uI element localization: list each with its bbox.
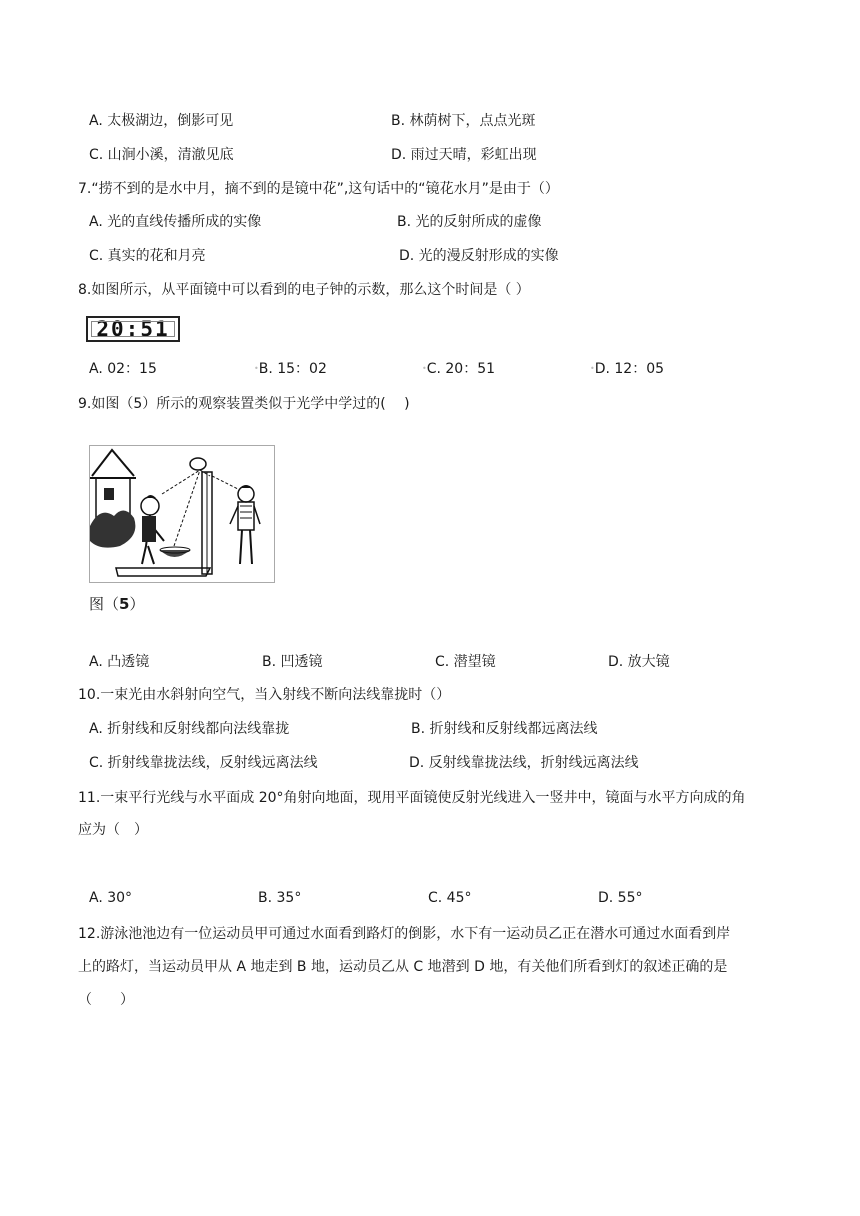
q7-option-d: D. 光的漫反射形成的实像 [399, 248, 559, 264]
q11-option-a: A. 30° [89, 890, 133, 906]
q10-option-d: D. 反射线靠拢法线，折射线远离法线 [409, 755, 639, 771]
clock-display: 20:51 [96, 317, 170, 341]
q6-option-c: C. 山涧小溪，清澈见底 [89, 147, 234, 163]
q10-stem: 10.一束光由水斜射向空气，当入射线不断向法线靠拢时（） [78, 687, 451, 703]
observation-device-figure [89, 445, 275, 583]
q12-stem-line2: 上的路灯，当运动员甲从 A 地走到 B 地，运动员乙从 C 地潜到 D 地，有关他们所看到灯的叙述正确的是 [78, 959, 728, 975]
q8-option-d: •D. 12：05 [590, 361, 665, 377]
digital-clock-image [86, 316, 180, 342]
q7-option-a: A. 光的直线传播所成的实像 [89, 214, 262, 230]
q9-option-a: A. 凸透镜 [89, 654, 150, 670]
q8-option-b: •B. 15：02 [254, 361, 327, 377]
q10-option-a: A. 折射线和反射线都向法线靠拢 [89, 721, 290, 737]
bullet-dot-icon: • [590, 364, 595, 373]
q9-option-c: C. 潜望镜 [435, 654, 496, 670]
bullet-dot-icon: • [422, 364, 427, 373]
q7-stem: 7.“捞不到的是水中月，摘不到的是镜中花”,这句话中的“镜花水月”是由于（） [78, 181, 559, 197]
q8-option-c: •C. 20：51 [422, 361, 496, 377]
q11-stem-line2: 应为（ ） [78, 822, 148, 838]
q9-option-b: B. 凹透镜 [262, 654, 323, 670]
observation-device-illustration [90, 446, 274, 582]
q10-option-b: B. 折射线和反射线都远离法线 [411, 721, 598, 737]
q6-option-d: D. 雨过天晴，彩虹出现 [391, 147, 537, 163]
q7-option-c: C. 真实的花和月亮 [89, 248, 206, 264]
figure-caption: 图（5） [89, 595, 145, 613]
q11-option-d: D. 55° [598, 890, 643, 906]
q11-stem-line1: 11.一束平行光线与水平面成 20°角射向地面，现用平面镜使反射光线进入一竖井中，镜面与水平方向成的角 [78, 790, 746, 806]
bullet-dot-icon: • [254, 364, 259, 373]
q6-option-b: B. 林荫树下，点点光斑 [391, 113, 536, 129]
q10-option-c: C. 折射线靠拢法线，反射线远离法线 [89, 755, 318, 771]
q12-stem-line3: （ ） [78, 992, 134, 1008]
q11-option-c: C. 45° [428, 890, 472, 906]
q7-option-b: B. 光的反射所成的虚像 [397, 214, 542, 230]
q9-option-d: D. 放大镜 [608, 654, 670, 670]
q6-option-a: A. 太极湖边，倒影可见 [89, 113, 234, 129]
q12-stem-line1: 12.游泳池池边有一位运动员甲可通过水面看到路灯的倒影，水下有一运动员乙正在潜水可通过水面看到岸 [78, 926, 731, 942]
q8-option-a: A. 02：15 [89, 361, 157, 377]
q11-option-b: B. 35° [258, 890, 302, 906]
q9-stem: 9.如图（5）所示的观察装置类似于光学中学过的( ) [78, 396, 410, 412]
q8-stem: 8.如图所示，从平面镜中可以看到的电子钟的示数，那么这个时间是（ ） [78, 282, 530, 298]
